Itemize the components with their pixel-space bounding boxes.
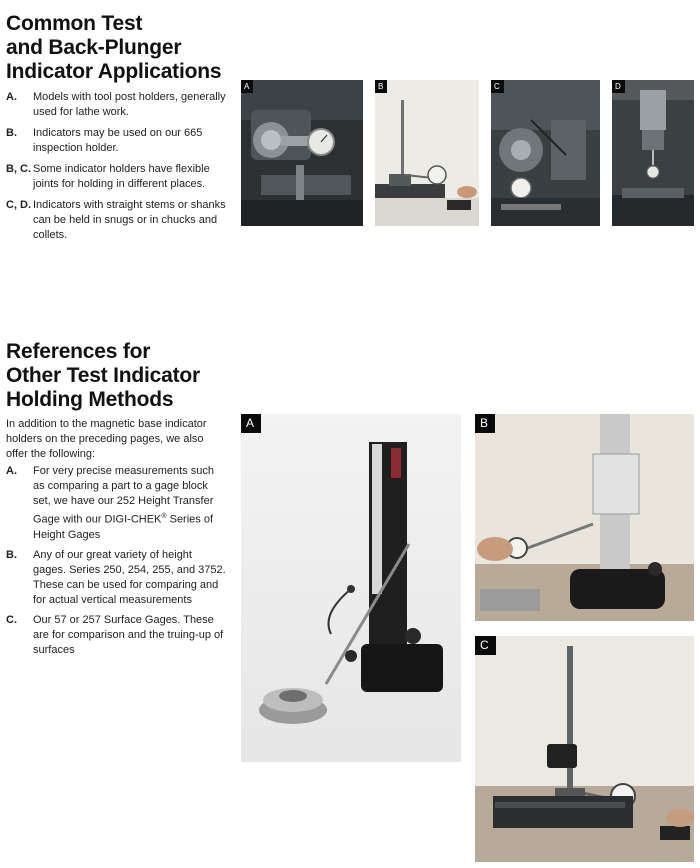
item-text: Any of our great variety of height gages. Series 250, 254, 255, and 3752. These can be used for comparing and for actual vertical measurements bbox=[33, 548, 226, 606]
item-text: Some indicator holders have flexible joints for holding in different places. bbox=[33, 163, 210, 190]
photo-surface-gage bbox=[475, 636, 694, 862]
item-text: Our 57 or 257 Surface Gages. These are for comparison and the truing-up of surfaces bbox=[33, 613, 224, 656]
section2-title bbox=[6, 340, 236, 412]
registered-mark: ® bbox=[161, 513, 167, 520]
photo-tag: C bbox=[491, 80, 504, 93]
photo-height-gage bbox=[475, 414, 694, 621]
photo-tag: B bbox=[375, 80, 387, 93]
section2-intro: In addition to the magnetic base indicator holders on the preceding pages, we also offer the following: bbox=[6, 418, 207, 460]
list-item bbox=[6, 126, 228, 156]
photo-height-transfer-gage bbox=[241, 414, 461, 762]
photo-inspection-holder bbox=[375, 80, 479, 226]
list-item bbox=[6, 464, 228, 543]
item-text: Models with tool post holders, generally used for lathe work. bbox=[33, 91, 226, 118]
list-item bbox=[6, 548, 228, 608]
section2-title-line: Other Test Indicator bbox=[6, 364, 200, 387]
item-text: Indicators may be used on our 665 inspection holder. bbox=[33, 127, 203, 154]
photo-tag: B bbox=[475, 414, 495, 433]
list-item bbox=[6, 613, 228, 658]
list-item bbox=[6, 162, 228, 192]
item-label: A. bbox=[6, 465, 17, 477]
item-text: Indicators with straight stems or shanks can be held in snugs or in chucks and collets. bbox=[33, 199, 226, 241]
section1-list bbox=[6, 90, 228, 249]
section1-title bbox=[6, 12, 236, 84]
item-text: For very precise measurements such as comparing a part to a gage block set, we have our 252 Height Transfer Gage with our DIGI-CHEK® Series of Height Gages bbox=[33, 465, 214, 541]
list-item bbox=[6, 90, 228, 120]
item-label: B. bbox=[6, 127, 17, 139]
photo-tag: A bbox=[241, 414, 261, 433]
section1-title-line: Indicator Applications bbox=[6, 60, 222, 83]
photo-chuck-collet bbox=[612, 80, 694, 226]
photo-tag: D bbox=[612, 80, 625, 93]
section1-title-line: and Back-Plunger bbox=[6, 36, 182, 59]
item-label: C, D. bbox=[6, 199, 32, 211]
item-label: B. bbox=[6, 548, 17, 561]
item-label: B, C. bbox=[6, 163, 32, 175]
section1-title-line: Common Test bbox=[6, 12, 143, 35]
section2-list bbox=[6, 464, 228, 664]
photo-tag: C bbox=[475, 636, 496, 655]
photo-lathe-tool-post bbox=[241, 80, 363, 226]
list-item bbox=[6, 198, 228, 243]
item-label: A. bbox=[6, 91, 17, 103]
item-label: C. bbox=[6, 613, 17, 626]
section2-title-line: Holding Methods bbox=[6, 388, 174, 411]
photo-flexible-joint-holder bbox=[491, 80, 600, 226]
section2-title-line: References for bbox=[6, 340, 151, 363]
photo-tag: A bbox=[241, 80, 253, 93]
